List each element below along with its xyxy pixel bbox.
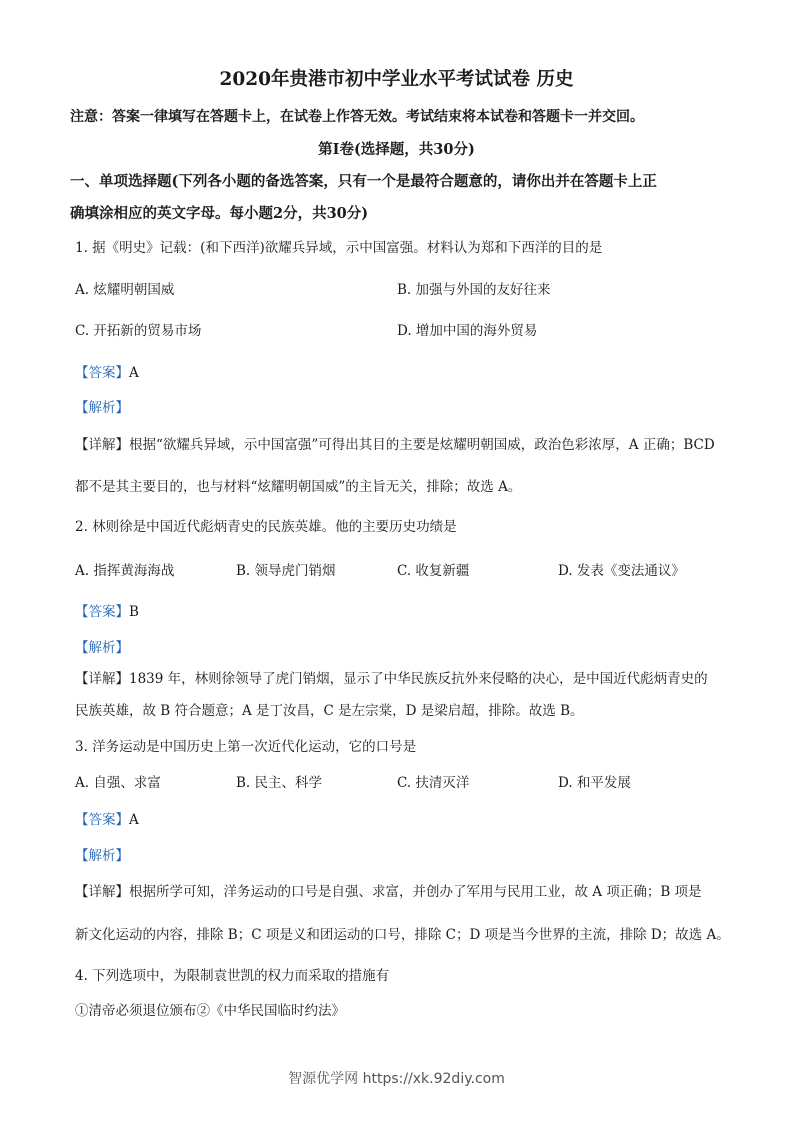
question-1-option-b: B. 加强与外国的友好往来	[397, 282, 551, 298]
detail-tag: 【详解】	[75, 671, 129, 687]
detail-text: 1839 年，林则徐领导了虎门销烟，显示了中华民族反抗外来侵略的决心，是中国近代彪炳青史的	[129, 671, 708, 687]
detail-text: 根据所学可知，洋务运动的口号是自强、求富，并创办了军用与民用工业，故 A 项正确；B 项是	[129, 884, 702, 900]
question-3-detail-line-1	[75, 882, 702, 902]
footer-watermark: 智源优学网 https://xk.92diy.com	[288, 1071, 505, 1087]
question-2-stem: 2. 林则徐是中国近代彪炳青史的民族英雄。他的主要历史功绩是	[75, 519, 457, 535]
question-1-option-d: D. 增加中国的海外贸易	[397, 323, 538, 339]
question-2-option-b: B. 领导虎门销烟	[236, 563, 336, 579]
question-2-answer	[75, 602, 139, 622]
question-4-stem: 4. 下列选项中，为限制袁世凯的权力而采取的措施有	[75, 968, 390, 984]
exam-notice: 注意：答案一律填写在答题卡上，在试卷上作答无效。考试结束将本试卷和答题卡一并交回。	[70, 109, 644, 125]
question-2-detail-line-1	[75, 669, 708, 689]
answer-tag: 【答案】	[75, 812, 129, 828]
question-1-option-c: C. 开拓新的贸易市场	[75, 323, 202, 339]
question-3-option-a: A. 自强、求富	[75, 775, 161, 791]
question-3-option-c: C. 扶清灭洋	[397, 775, 470, 791]
question-3-stem: 3. 洋务运动是中国历史上第一次近代化运动，它的口号是	[75, 739, 417, 755]
question-1-detail-line-1	[75, 435, 715, 455]
section-heading-line-1: 一、单项选择题(下列各小题的备选答案，只有一个是最符合题意的，请你出并在答题卡上正	[70, 173, 657, 190]
question-1-answer	[75, 363, 139, 383]
question-3-analysis-tag: 【解析】	[75, 848, 129, 864]
detail-text: 根据“欲耀兵异域，示中国富强”可得出其目的主要是炫耀明朝国威，政治色彩浓厚，A 正确；BCD	[129, 437, 715, 453]
question-1-option-a: A. 炫耀明朝国威	[75, 282, 175, 298]
answer-value: A	[129, 812, 139, 828]
question-1-stem: 1. 据《明史》记载：(和下西洋)欲耀兵异域，示中国富强。材料认为郑和下西洋的目的是	[75, 240, 603, 256]
question-4-line-1: ①清帝必须退位颁布②《中华民国临时约法》	[75, 1003, 345, 1019]
answer-tag: 【答案】	[75, 365, 129, 381]
question-1-detail-line-2: 都不是其主要目的，也与材料“炫耀明朝国威”的主旨无关，排除；故选 A。	[75, 479, 522, 495]
detail-tag: 【详解】	[75, 437, 129, 453]
answer-value: B	[129, 604, 139, 620]
question-2-detail-line-2: 民族英雄，故 B 符合题意；A 是丁汝昌，C 是左宗棠，D 是梁启超，排除。故选 B。	[75, 703, 584, 719]
question-3-option-b: B. 民主、科学	[236, 775, 323, 791]
question-1-analysis-tag: 【解析】	[75, 400, 129, 416]
section-heading-line-2: 确填涂相应的英文字母。每小题2分，共30分)	[70, 205, 369, 222]
part-title: 第Ⅰ卷(选择题，共30分)	[318, 141, 475, 158]
question-2-option-d: D. 发表《变法通议》	[558, 563, 685, 579]
page-title: 2020年贵港市初中学业水平考试试卷 历史	[219, 69, 574, 90]
question-3-option-d: D. 和平发展	[558, 775, 631, 791]
question-2-option-a: A. 指挥黄海海战	[75, 563, 175, 579]
answer-value: A	[129, 365, 139, 381]
question-2-analysis-tag: 【解析】	[75, 640, 129, 656]
question-2-option-c: C. 收复新疆	[397, 563, 470, 579]
question-3-detail-line-2: 新文化运动的内容，排除 B；C 项是义和团运动的口号，排除 C；D 项是当今世界的主流，排除 D；故选 A。	[75, 927, 730, 943]
question-3-answer	[75, 810, 139, 830]
answer-tag: 【答案】	[75, 604, 129, 620]
detail-tag: 【详解】	[75, 884, 129, 900]
